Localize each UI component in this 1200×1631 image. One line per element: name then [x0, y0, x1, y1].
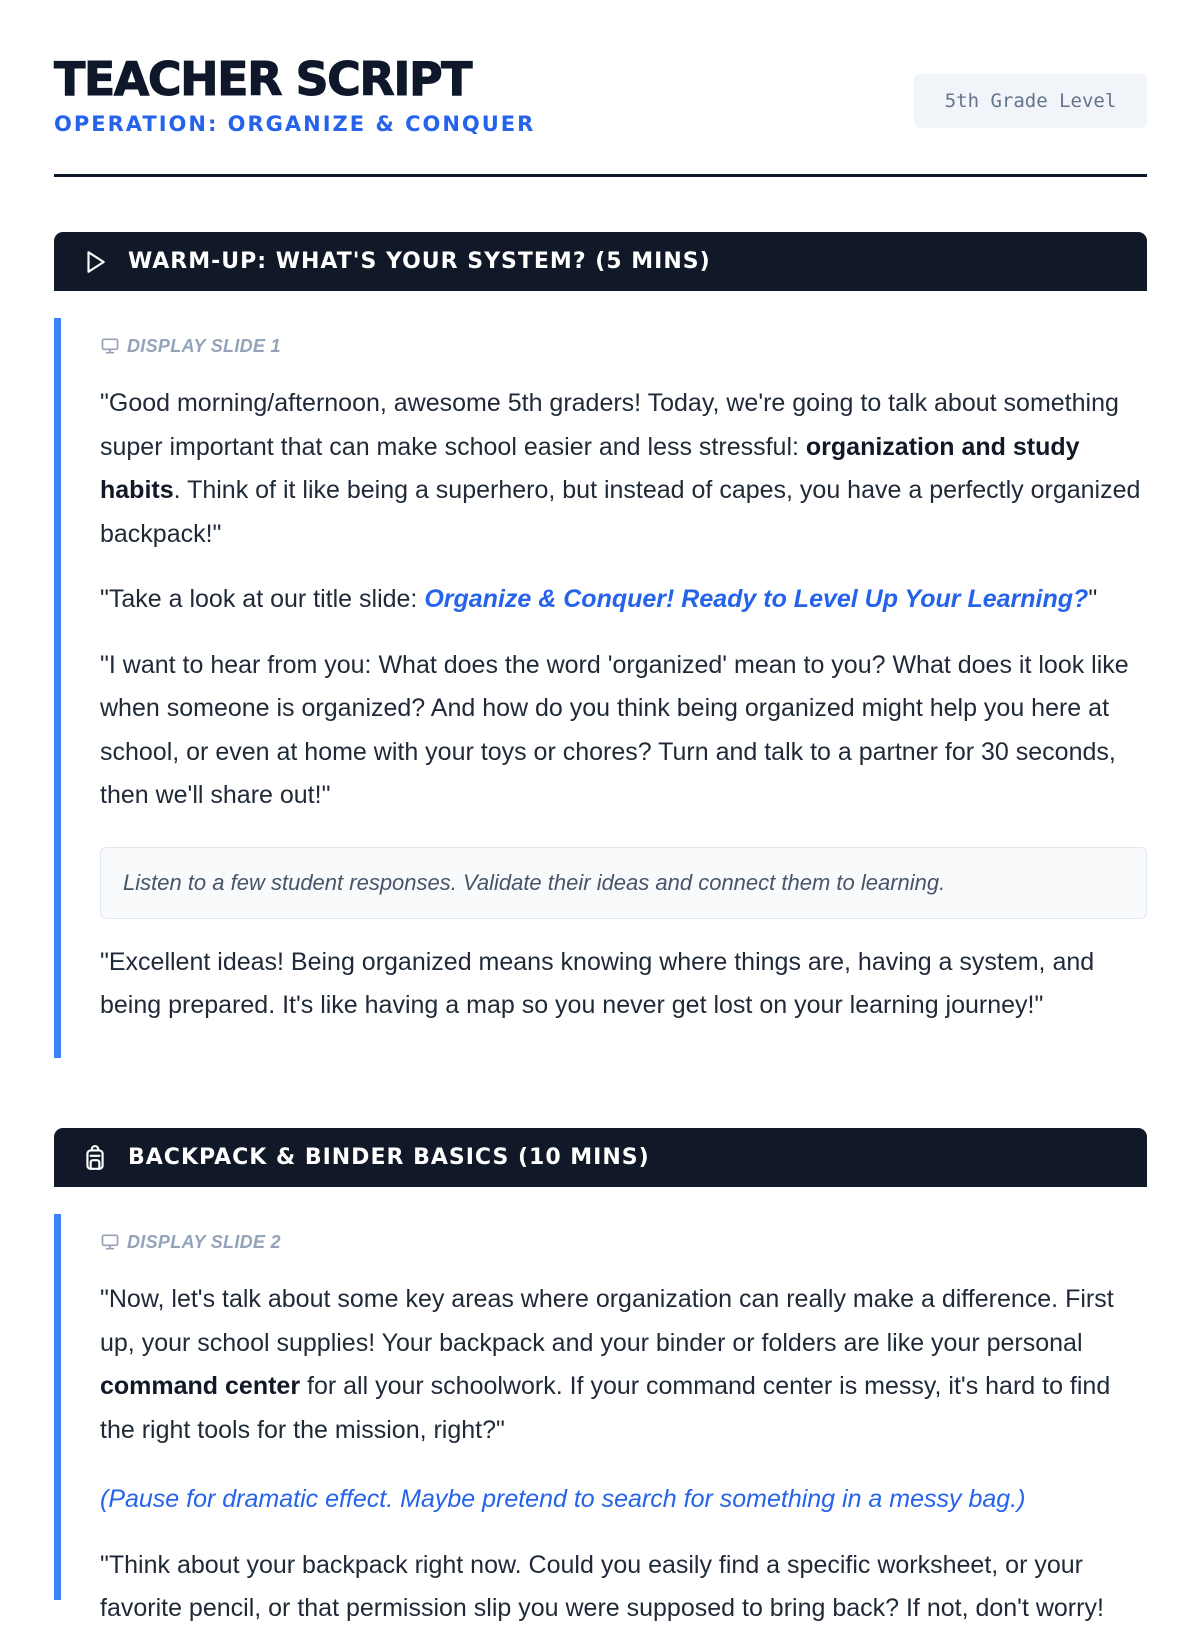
- script-text: ": [1088, 585, 1098, 613]
- page-title: TEACHER SCRIPT: [54, 52, 472, 106]
- script-paragraph: [100, 1278, 1147, 1452]
- slide-label: [100, 332, 1147, 360]
- key-phrase: organization and study habits: [100, 432, 1080, 504]
- section-header-backpack: [54, 1128, 1147, 1187]
- script-paragraph: "Excellent ideas! Being organized means knowing where things are, having a system, and being prepared. It's like having a map so you never get lost on your learning journey!": [100, 947, 1095, 1019]
- section-title: WARM-UP: WHAT'S YOUR SYSTEM? (5 MINS): [128, 249, 711, 274]
- script-text: for all your schoolwork. If your command center is messy, it's hard to find the right tools for the mission, right?": [100, 1372, 1111, 1444]
- monitor-icon: [100, 336, 120, 356]
- script-text: "Now, let's talk about some key areas where organization can really make a difference. First up, your school supplies! Your backpack and your binder or folders are like your personal: [100, 1285, 1114, 1357]
- script-text: "Good morning/afternoon, awesome 5th graders! Today, we're going to talk about something super important that can make school easier and less stressful:: [100, 389, 1119, 461]
- slide-label: [100, 1228, 1147, 1256]
- key-phrase: command center: [100, 1372, 301, 1400]
- slide-title-reference: Organize & Conquer! Ready to Level Up Your Learning?: [424, 585, 1089, 613]
- slide-label-text: DISPLAY SLIDE 1: [127, 335, 281, 356]
- page-header: [54, 52, 1147, 136]
- section-header-warm-up: [54, 232, 1147, 291]
- page-subtitle: OPERATION: ORGANIZE & CONQUER: [54, 112, 536, 136]
- backpack-icon: [82, 1145, 108, 1171]
- slide-label-text: DISPLAY SLIDE 2: [127, 1231, 281, 1252]
- script-text: "Take a look at our title slide:: [100, 585, 425, 613]
- monitor-icon: [100, 1232, 120, 1252]
- script-paragraph: "I want to hear from you: What does the word 'organized' mean to you? What does it look like when someone is organized? And how do you think being organized might help you here at school, or even at home with your toys or chores? Turn and talk to a partner for 30 seconds, then we'll share out!": [100, 650, 1129, 809]
- script-paragraph: [100, 382, 1147, 556]
- stage-direction: (Pause for dramatic effect. Maybe pretend to search for something in a messy bag.): [100, 1485, 1026, 1513]
- section-title: BACKPACK & BINDER BASICS (10 MINS): [128, 1145, 650, 1170]
- teacher-note: Listen to a few student responses. Validate their ideas and connect them to learning.: [100, 847, 1147, 919]
- section-body-backpack: [54, 1214, 1147, 1622]
- script-paragraph: [100, 578, 1147, 622]
- script-paragraph: "Think about your backpack right now. Could you easily find a specific worksheet, or your favorite pencil, or that permission slip you were supposed to bring back? If not, don't worry!: [100, 1550, 1104, 1622]
- header-divider: [54, 174, 1147, 177]
- grade-level-badge: 5th Grade Level: [914, 74, 1147, 128]
- script-text: . Think of it like being a superhero, but instead of capes, you have a perfectly organized backpack!": [100, 476, 1141, 548]
- play-icon: [82, 249, 108, 275]
- section-body-warm-up: [54, 318, 1147, 1058]
